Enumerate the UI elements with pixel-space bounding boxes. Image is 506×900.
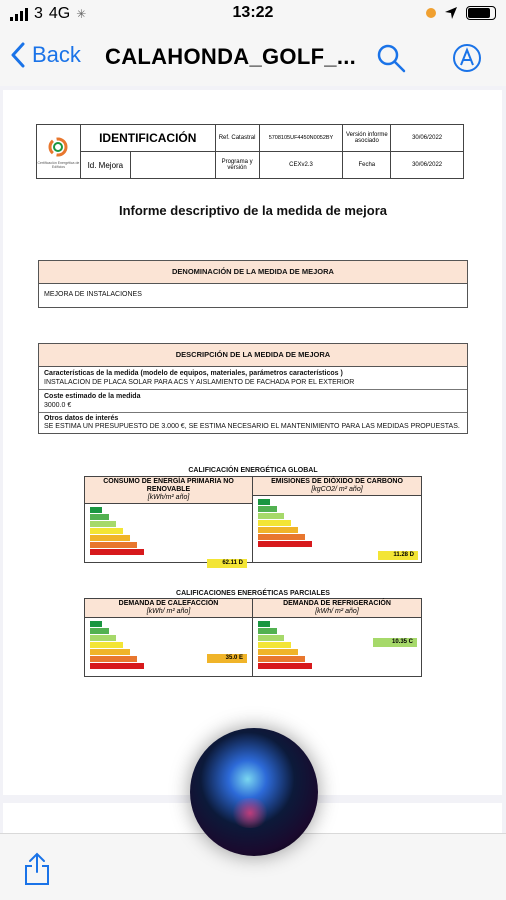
document-title: CALAHONDA_GOLF_... xyxy=(105,44,357,69)
grade-bar-c xyxy=(258,635,284,641)
grade-bar-a xyxy=(258,499,270,505)
consumo-panel xyxy=(85,477,253,566)
version-label: Versión informe asociado xyxy=(343,125,391,152)
grade-bar-e xyxy=(90,649,130,655)
grade-bar-a xyxy=(258,621,270,627)
grade-bar-f xyxy=(258,534,305,540)
coste-label: Coste estimado de la medida xyxy=(44,393,141,400)
fecha-value: 30/06/2022 xyxy=(391,152,464,179)
grade-bar-b xyxy=(90,514,109,520)
consumo-title: CONSUMO DE ENERGÍA PRIMARIA NO RENOVABLE xyxy=(103,478,234,493)
network-label: 4G xyxy=(48,5,71,22)
grade-bar-g xyxy=(258,541,312,547)
grade-bar-f xyxy=(90,542,137,548)
calefaccion-rating: 35.0 E xyxy=(207,654,247,663)
cee-logo xyxy=(37,125,81,179)
denominacion-box xyxy=(38,260,468,308)
chevron-left-icon xyxy=(10,42,26,68)
descripcion-heading: DESCRIPCIÓN DE LA MEDIDA DE MEJORA xyxy=(39,344,467,367)
partial-ratings-heading: CALIFICACIONES ENERGÉTICAS PARCIALES xyxy=(176,590,330,597)
markup-icon[interactable] xyxy=(451,42,483,74)
grade-bar-a xyxy=(90,507,102,513)
carrier-label: 3 xyxy=(34,5,43,22)
refrigeracion-title: DEMANDA DE REFRIGERACIÓN xyxy=(283,600,391,607)
clock: 13:22 xyxy=(232,4,274,21)
report-title: Informe descriptivo de la medida de mejora xyxy=(118,203,388,218)
grade-bar-b xyxy=(90,628,109,634)
back-label: Back xyxy=(32,42,81,67)
fecha-label: Fecha xyxy=(343,152,391,179)
siri-orb[interactable] xyxy=(190,728,318,856)
global-rating-heading: CALIFICACIÓN ENERGÉTICA GLOBAL xyxy=(188,467,318,474)
grade-bar-c xyxy=(258,513,284,519)
nav-bar xyxy=(0,30,506,86)
grade-bar-a xyxy=(90,621,102,627)
refrigeracion-panel xyxy=(253,599,421,676)
grade-bar-b xyxy=(258,628,277,634)
grade-bar-g xyxy=(258,663,312,669)
descripcion-box xyxy=(38,343,468,434)
consumo-scale xyxy=(85,504,252,566)
identificacion-heading: IDENTIFICACIÓN xyxy=(80,125,215,152)
coste-value: 3000.0 € xyxy=(44,402,72,409)
grade-bar-d xyxy=(258,520,291,526)
grade-bar-e xyxy=(258,527,298,533)
id-mejora-value xyxy=(130,152,215,179)
emisiones-panel xyxy=(253,477,421,562)
search-icon[interactable] xyxy=(375,42,407,74)
refrigeracion-scale xyxy=(253,618,421,676)
ref-catastral-value: 5708105UF4450N0052BY xyxy=(259,125,343,152)
grade-bar-e xyxy=(258,649,298,655)
grade-bar-f xyxy=(258,656,305,662)
grade-bar-e xyxy=(90,535,130,541)
back-button[interactable] xyxy=(10,42,81,68)
partial-ratings-table xyxy=(84,598,422,677)
refrigeracion-rating: 10.35 C xyxy=(373,638,417,647)
battery-icon xyxy=(466,6,496,20)
grade-bar-c xyxy=(90,635,116,641)
calefaccion-scale xyxy=(85,618,252,676)
loading-icon: ✳ xyxy=(76,7,87,21)
location-icon xyxy=(444,6,458,20)
programa-label: Programa y versión xyxy=(215,152,259,179)
calefaccion-unit: [kWh/ m² año] xyxy=(146,608,191,615)
share-icon[interactable] xyxy=(24,852,50,886)
calefaccion-title: DEMANDA DE CALEFACCIÓN xyxy=(118,600,219,607)
cee-logo-icon xyxy=(44,135,72,159)
consumo-unit: [kWh/m² año] xyxy=(147,494,190,501)
caracteristicas-label: Características de la medida (modelo de equipos, materiales, parámetros característicos ) xyxy=(44,370,343,377)
version-value: 30/06/2022 xyxy=(391,125,464,152)
status-bar xyxy=(0,0,506,30)
mic-in-use-dot xyxy=(426,8,436,18)
otros-label: Otros datos de interés xyxy=(44,415,119,422)
denominacion-value: MEJORA DE INSTALACIONES xyxy=(44,291,142,298)
global-rating-table xyxy=(84,476,422,566)
logo-caption: Certificación Energética de Edificios xyxy=(37,160,80,169)
ref-catastral-label: Ref. Catastral xyxy=(215,125,259,152)
programa-value: CEXv2.3 xyxy=(259,152,343,179)
emisiones-unit: [kgCO2/ m² año] xyxy=(311,486,363,493)
denominacion-heading: DENOMINACIÓN DE LA MEDIDA DE MEJORA xyxy=(39,261,467,284)
identification-table xyxy=(36,124,464,179)
grade-bar-d xyxy=(90,642,123,648)
calefaccion-panel xyxy=(85,599,253,676)
grade-bar-g xyxy=(90,549,144,555)
grade-bar-c xyxy=(90,521,116,527)
grade-bar-d xyxy=(258,642,291,648)
emisiones-title: EMISIONES DE DIÓXIDO DE CARBONO xyxy=(271,478,403,485)
refrigeracion-unit: [kWh/ m² año] xyxy=(315,608,359,615)
grade-bar-g xyxy=(90,663,144,669)
otros-value: SE ESTIMA UN PRESUPUESTO DE 3.000 €, SE ESTIMA NECESARIO EL MANTENIMIENTO PARA LAS MEDIDAS PROPUESTAS. xyxy=(44,423,460,430)
emisiones-rating: 11.28 D xyxy=(378,551,418,560)
id-mejora-label: Id. Mejora xyxy=(80,152,130,179)
grade-bar-d xyxy=(90,528,123,534)
grade-bar-b xyxy=(258,506,277,512)
document-page xyxy=(3,90,502,795)
emisiones-scale xyxy=(253,496,421,558)
caracteristicas-value: INSTALACION DE PLACA SOLAR PARA ACS Y AISLAMIENTO DE FACHADA POR EL EXTERIOR xyxy=(44,379,355,386)
consumo-rating: 62.11 D xyxy=(207,559,247,568)
grade-bar-f xyxy=(90,656,137,662)
